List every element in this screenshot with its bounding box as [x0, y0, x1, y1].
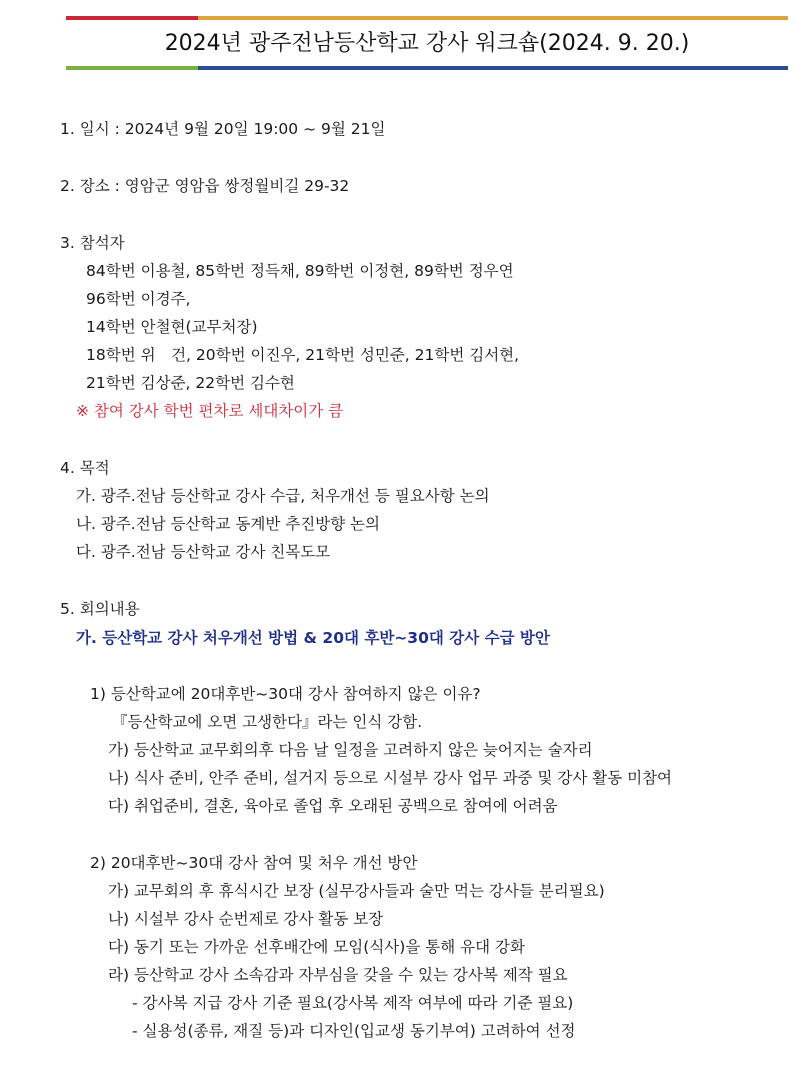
section-meeting-heading: 5. 회의내용: [60, 600, 140, 618]
reason-item: 나) 식사 준비, 안주 준비, 설거지 등으로 시설부 강사 업무 과중 및 강사 활동 미참여: [108, 769, 673, 787]
reason-item: 가) 등산학교 교무회의후 다음 날 일정을 고려하지 않은 늦어지는 술자리: [108, 741, 593, 759]
header-bar-top-left: [66, 16, 198, 20]
attendee-note: ※ 참여 강사 학번 편차로 세대차이가 큼: [76, 402, 344, 420]
section-date: 1. 일시 : 2024년 9월 20일 19:00 ~ 9월 21일: [60, 120, 386, 138]
purpose-item: 다. 광주.전남 등산학교 강사 친목도모: [76, 543, 331, 561]
reason-quote: 『등산학교에 오면 고생한다』라는 인식 강함.: [112, 713, 423, 731]
attendee-line: 14학번 안철현(교무처장): [86, 318, 258, 336]
improvement-item: 나) 시설부 강사 순번제로 강사 활동 보장: [108, 910, 384, 928]
attendee-line: 96학번 이경주,: [86, 290, 191, 308]
improvement-item: 다) 동기 또는 가까운 선후배간에 모임(식사)을 통해 유대 강화: [108, 938, 525, 956]
improvement-title: 2) 20대후반~30대 강사 참여 및 처우 개선 방안: [90, 854, 418, 872]
section-place: 2. 장소 : 영암군 영암읍 쌍정월비길 29-32: [60, 177, 350, 195]
section-attendees-heading: 3. 참석자: [60, 234, 125, 252]
header-bar-bottom-left: [66, 66, 198, 70]
improvement-item: 가) 교무회의 후 휴식시간 보장 (실무강사들과 술만 먹는 강사들 분리필요): [108, 882, 605, 900]
purpose-item: 가. 광주.전남 등산학교 강사 수급, 처우개선 등 필요사항 논의: [76, 487, 490, 505]
attendee-line: 18학번 위 건, 20학번 이진우, 21학번 성민준, 21학번 김서현,: [86, 346, 520, 364]
improvement-subitem: - 실용성(종류, 재질 등)과 디자인(입교생 동기부여) 고려하여 선정: [132, 1022, 576, 1040]
header-bar-bottom-right: [198, 66, 788, 70]
section-purpose-heading: 4. 목적: [60, 459, 110, 477]
reason-item: 다) 취업준비, 결혼, 육아로 졸업 후 오래된 공백으로 참여에 어려움: [108, 797, 558, 815]
document-title: 2024년 광주전남등산학교 강사 워크숍(2024. 9. 20.): [164, 31, 690, 56]
reason-question-title: 1) 등산학교에 20대후반~30대 강사 참여하지 않은 이유?: [90, 685, 481, 703]
improvement-item: 라) 등산학교 강사 소속감과 자부심을 갖을 수 있는 강사복 제작 필요: [108, 966, 568, 984]
meeting-subheading: 가. 등산학교 강사 처우개선 방법 & 20대 후반~30대 강사 수급 방안: [76, 629, 550, 647]
improvement-subitem: - 강사복 지급 강사 기준 필요(강사복 제작 여부에 따라 기준 필요): [132, 994, 574, 1012]
attendee-line: 84학번 이용철, 85학번 정득채, 89학번 이정현, 89학번 정우연: [86, 262, 514, 280]
header-bar-top-right: [198, 16, 788, 20]
purpose-item: 나. 광주.전남 등산학교 동계반 추진방향 논의: [76, 515, 381, 533]
attendee-line: 21학번 김상준, 22학번 김수현: [86, 374, 295, 392]
